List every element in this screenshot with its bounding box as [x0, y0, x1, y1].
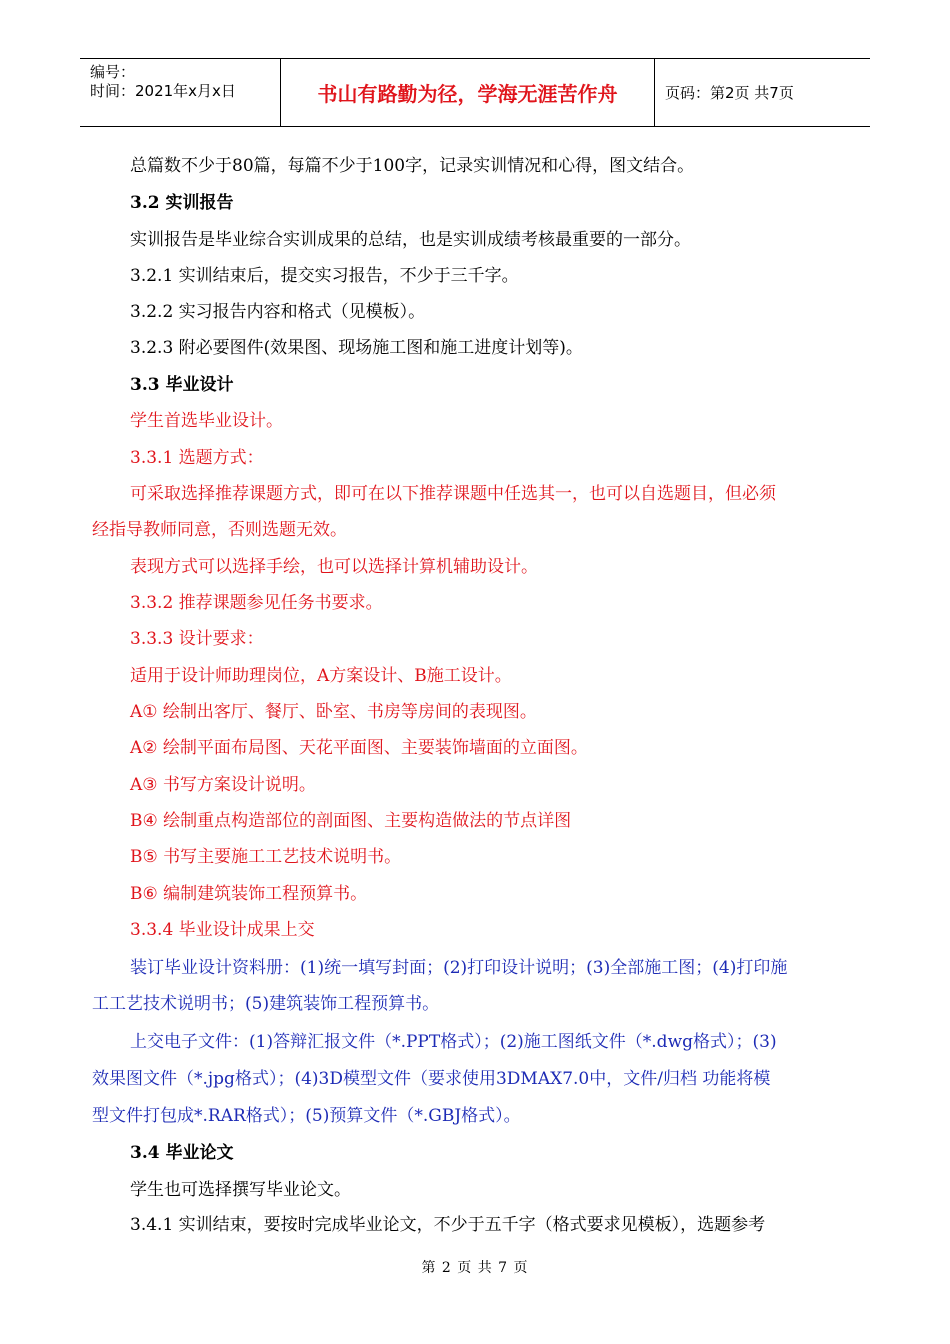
section-heading: 3.2 实训报告 [130, 193, 234, 213]
section-heading: 3.3 毕业设计 [130, 375, 234, 395]
serial-label: 编号： [90, 63, 136, 81]
body-line: 效果图文件（*.jpg格式）；(4)3D模型文件（要求使用3DMAX7.0中，文件/归档 功能将模 [92, 1069, 771, 1089]
section-heading: 3.4 毕业论文 [130, 1143, 234, 1163]
body-line: A① 绘制出客厅、餐厅、卧室、书房等房间的表现图。 [130, 702, 537, 722]
header-page-number: 页码：第2页 共7页 [665, 84, 794, 102]
body-line: 实训报告是毕业综合实训成果的总结，也是实训成绩考核最重要的一部分。 [130, 230, 691, 250]
header-info-cell [80, 59, 281, 126]
page-footer: 第 2 页 共 7 页 [421, 1260, 529, 1276]
body-line: 型文件打包成*.RAR格式）；(5)预算文件（*.GBJ格式）。 [92, 1106, 521, 1126]
body-line: 上交电子文件：(1)答辩汇报文件（*.PPT格式）；(2)施工图纸文件（*.dwg格式）；(3) [130, 1032, 777, 1052]
body-line: 3.2.1 实训结束后，提交实习报告，不少于三千字。 [130, 266, 519, 286]
date-label: 时间：2021年x月x日 [90, 82, 236, 100]
body-line: 3.2.3 附必要图件(效果图、现场施工图和施工进度计划等)。 [130, 338, 583, 358]
header-motto: 书山有路勤为径，学海无涯苦作舟 [281, 59, 655, 126]
body-line: 装订毕业设计资料册：(1)统一填写封面；(2)打印设计说明；(3)全部施工图；(4)打印施 [130, 958, 788, 978]
body-line: 学生也可选择撰写毕业论文。 [130, 1180, 351, 1200]
body-line: B⑥ 编制建筑装饰工程预算书。 [130, 884, 368, 904]
body-line: 总篇数不少于80篇，每篇不少于100字，记录实训情况和心得，图文结合。 [130, 156, 695, 176]
body-line: 经指导教师同意，否则选题无效。 [92, 520, 347, 540]
body-line: B⑤ 书写主要施工工艺技术说明书。 [130, 847, 402, 867]
body-line: 3.3.4 毕业设计成果上交 [130, 920, 315, 940]
body-line: 表现方式可以选择手绘，也可以选择计算机辅助设计。 [130, 557, 538, 577]
body-line: A② 绘制平面布局图、天花平面图、主要装饰墙面的立面图。 [130, 738, 588, 758]
body-line: 3.3.1 选题方式： [130, 448, 264, 468]
body-line: 3.3.3 设计要求： [130, 629, 264, 649]
page-header [80, 58, 870, 127]
body-line: 3.3.2 推荐课题参见任务书要求。 [130, 593, 383, 613]
body-line: 学生首选毕业设计。 [130, 411, 283, 431]
body-line: 工工艺技术说明书；(5)建筑装饰工程预算书。 [92, 994, 440, 1014]
body-line: 适用于设计师助理岗位，A方案设计、B施工设计。 [130, 666, 512, 686]
body-line: A③ 书写方案设计说明。 [130, 775, 316, 795]
body-line: 可采取选择推荐课题方式，即可在以下推荐课题中任选其一，也可以自选题目，但必须 [130, 484, 776, 504]
body-line: 3.2.2 实习报告内容和格式（见模板）。 [130, 302, 426, 322]
body-line: B④ 绘制重点构造部位的剖面图、主要构造做法的节点详图 [130, 811, 572, 831]
body-line: 3.4.1 实训结束，要按时完成毕业论文，不少于五千字（格式要求见模板），选题参考 [130, 1215, 766, 1235]
